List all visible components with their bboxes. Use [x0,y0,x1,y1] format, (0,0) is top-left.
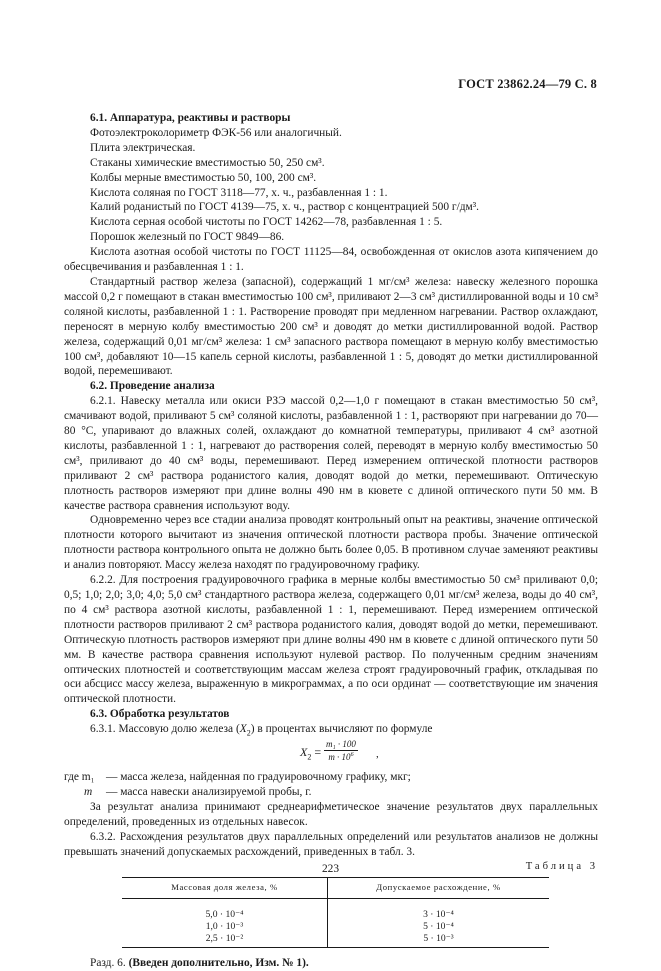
table-cell: 5 · 10⁻³ [328,933,550,948]
legend-symbol: где m₁ [64,771,95,784]
formula-denominator: $m \cdot 10^6$ [328,752,354,763]
table-caption: Таблица 3 [525,860,598,872]
reagent-line: Порошок железный по ГОСТ 9849—86. [90,231,285,244]
legend-row [64,770,598,785]
legend-text: — масса навески анализируемой пробы, г. [106,785,312,798]
table-cell: 5 · 10⁻⁴ [423,920,454,932]
result-paragraph: За результат анализа принимают среднеарифметическое значение результатов двух параллельных определений, проведенных из отдельных навесок. [64,800,598,828]
column-header: Допускаемое расхождение, % [328,878,550,899]
formula-comma: , [376,748,379,761]
equipment-line: Колбы мерные вместимостью 50, 100, 200 см³. [90,171,317,184]
legend-symbol: m [84,785,93,798]
equipment-line: Плита электрическая. [90,141,196,154]
legend-text: — масса железа, найденная по градуировочному графику, мкг; [106,771,411,784]
section-heading-6-2: 6.2. Проведение анализа [90,380,215,393]
nitric-acid-paragraph: Кислота азотная особой чистоты по ГОСТ 11125—84, освобожденная от окислов азота кипячением до обесцвечивания и разбавленная 1 : 1. [64,246,598,274]
table-row [122,921,549,933]
formula-legend [64,770,598,800]
standard-solution-paragraph: Стандартный раствор железа (запасной), содержащий 1 мг/см³ железа: навеску железного порошка массой 0,2 г помещают в стакан вместимостью 100 см³, приливают 2—3 см³ дистиллированной воды и 10 см³ соляной кислоты, разбавленной 1 : 1. Растворение проводят при медленном нагревании. Раствор охлаждают, переносят в мерную колбу вместимостью 200 см³ и доводят до метки дистиллированной водой. Раствор железа, содержащий 0,01 мг/см³ железа: 1 см³ запасного раствора помещают в мерную колбу вместимостью 100 см³, добавляют 10—15 капель серной кислоты, разбавленной 1 : 5, доводят до метки дистиллированной водой, перемешивают. [64,275,598,378]
reagent-line: Кислота серная особой чистоты по ГОСТ 14262—78, разбавленная 1 : 5. [90,216,443,229]
control-test-paragraph: Одновременно через все стадии анализа проводят контрольный опыт на реактивы, значение оптической плотности которого вычитают из значения оптической плотности раствора пробы. Значение оптической плотности раствора контрольного опыта не должно быть более 0,05. В противном случае заменяют реактивы и анализ повторяют. Массу железа находят по градуировочному графику. [64,514,598,572]
table-cell: 1,0 · 10⁻³ [122,921,328,933]
calibration-paragraph-6-2-2: 6.2.2. Для построения градуировочного графика в мерные колбы вместимостью 50 см³ приливают 0,0; 0,5; 1,0; 2,0; 3,0; 4,0; 5,0 см³ стандартного раствора железа, содержащего 0,01 мг/см³ железа, воды до 40 см³, по 4 см³ раствора азотной кислоты, разбавленной 1 : 1, перемешивают. Перед измерением оптической плотности растворов приливают 2 см³ раствора роданистого калия, доводят водой до метки, перемешивают. Оптическую плотность растворов измеряют при длине волны 490 нм в кювете с длиной оптического пути 50 мм. В качестве раствора сравнения используют нулевой раствор. По полученным средним значениям оптических плотностей и соответствующим массам железа строят градуировочный график, откладывая по оси абсцисс массу железа, выраженную в микрограммах, а по оси ординат — соответствующие им значения оптической плотности. [64,574,598,706]
table-3 [122,877,549,948]
analysis-paragraph-6-2-1: 6.2.1. Навеску металла или окиси РЗЭ массой 0,2—1,0 г помещают в стакан вместимостью 50 см³, смачивают водой, приливают 5 см³ соляной кислоты, разбавленной 1 : 1, растворяют при нагревании до 70—80 °С, упаривают до влажных солей, охлаждают до комнатной температуры, приливают 4 см³ азотной кислоты, разбавленной 1 : 1, нагревают до растворения солей, переводят в мерную колбу вместимостью 50 см³, приливают до 40 см³ воды, перемешивают. Перед измерением оптической плотности растворов приливают 2 см³ раствора роданистого калия, доводят водой до метки, перемешивают. Оптическую плотность растворов измеряют при длине волны 490 нм в кювете с длиной оптического пути 50 мм. В качестве раствора сравнения используют воду. [64,395,598,512]
section-heading-6-1: 6.1. Аппаратура, реактивы и растворы [90,112,291,124]
table-cell: 3 · 10⁻⁴ [423,909,454,921]
formula-fraction [324,739,358,762]
tolerance-paragraph-6-3-2: 6.3.2. Расхождения результатов двух параллельных определений или результатов анализов не должны превышать значений допускаемых расхождений, приведенных в табл. 3. [64,830,598,858]
table-row [122,933,549,948]
page-number: 223 [321,863,340,875]
legend-row [64,785,598,800]
reagent-line: Калий роданистый по ГОСТ 4139—75, х. ч., раствор с концентрацией 500 г/дм³. [90,201,480,214]
table-cell: 5,0 · 10⁻⁴ [122,899,328,921]
equipment-line: Фотоэлектроколориметр ФЭК-56 или аналогичный. [90,126,342,139]
mass-fraction-formula [64,739,598,769]
equipment-line: Стаканы химические вместимостью 50, 250 см³. [90,156,325,169]
column-header: Массовая доля железа, % [122,878,328,899]
table-cell: 2,5 · 10⁻² [122,933,328,948]
formula-lhs: $X_2$ = [300,745,322,762]
section-heading-6-3: 6.3. Обработка результатов [90,708,230,721]
page-header: ГОСТ 23862.24—79 С. 8 [458,77,597,91]
amendment-note: Разд. 6. (Введен дополнительно, Изм. № 1). [90,957,309,970]
reagent-line: Кислота соляная по ГОСТ 3118—77, х. ч., разбавленная 1 : 1. [90,186,388,199]
table-row [122,899,549,921]
formula-numerator: m₁ · 100 [326,739,356,750]
document-body [64,111,598,971]
table-header-row [122,878,549,899]
formula-intro-paragraph: 6.3.1. Массовую долю железа $(X_2)$ в процентах вычисляют по формуле [90,723,433,738]
